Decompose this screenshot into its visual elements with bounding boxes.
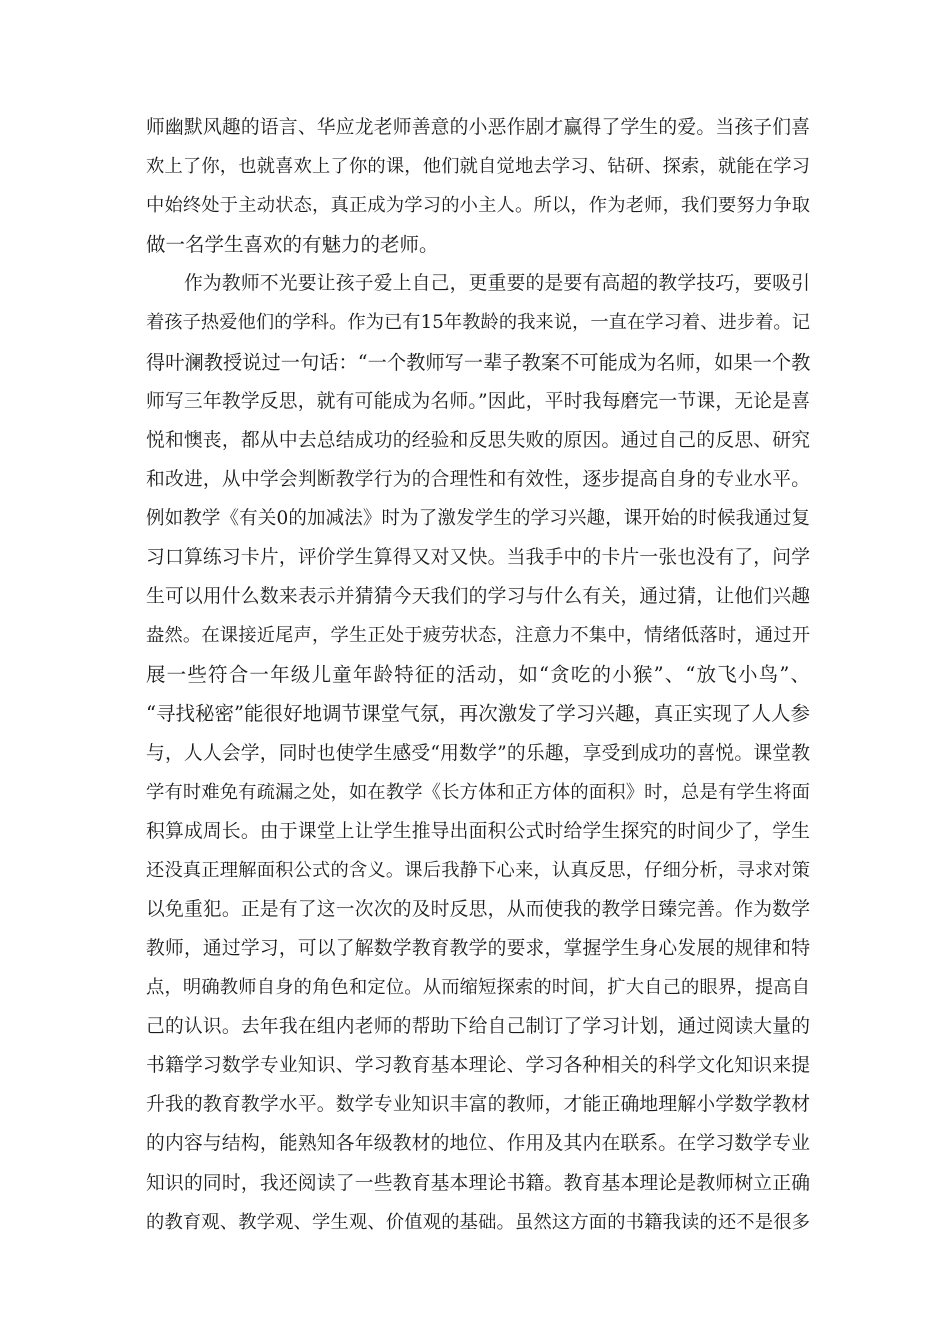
text-line: 升我的教育教学水平。数学专业知识丰富的教师，才能正确地理解小学数学教材 [146,1094,810,1116]
text-line: 习口算练习卡片，评价学生算得又对又快。当我手中的卡片一张也没有了，问学 [146,547,810,569]
text-line: 与，人人会学，同时也使学生感受“用数学”的乐趣，享受到成功的喜悦。课堂教 [146,742,810,764]
text-line: 作为教师不光要让孩子爱上自己，更重要的是要有高超的教学技巧，要吸引 [146,273,810,295]
text-line: 教师，通过学习，可以了解数学教育教学的要求，掌握学生身心发展的规律和特 [146,937,810,959]
text-line: 展一些符合一年级儿童年龄特征的活动，如“贪吃的小猴”、“放飞小鸟”、 [146,663,810,687]
text-line: 以免重犯。正是有了这一次次的及时反思，从而使我的教学日臻完善。作为数学 [146,898,810,920]
text-line: 书籍学习数学专业知识、学习教育基本理论、学习各种相关的科学文化知识来提 [146,1055,810,1077]
text-line: 的教育观、教学观、学生观、价值观的基础。虽然这方面的书籍我读的还不是很多 [146,1211,810,1233]
text-line: 点，明确教师自身的角色和定位。从而缩短探索的时间，扩大自己的眼界，提高自 [146,977,810,999]
text-line: 积算成周长。由于课堂上让学生推导出面积公式时给学生探究的时间少了，学生 [146,820,810,842]
text-line: 师写三年教学反思，就有可能成为名师。”因此，平时我每磨完一节课，无论是喜 [146,390,810,412]
text-line: 和改进，从中学会判断教学行为的合理性和有效性，逐步提高自身的专业水平。 [146,468,810,490]
text-line: 还没真正理解面积公式的含义。课后我静下心来，认真反思，仔细分析，寻求对策 [146,859,810,881]
text-line: 例如教学《有关0的加减法》时为了激发学生的学习兴趣，课开始的时候我通过复 [146,507,810,529]
text-line: 的内容与结构，能熟知各年级教材的地位、作用及其内在联系。在学习数学专业 [146,1133,810,1155]
body-text [146,108,810,1242]
text-line: 学有时难免有疏漏之处，如在教学《长方体和正方体的面积》时，总是有学生将面 [146,781,810,803]
text-line: 做一名学生喜欢的有魅力的老师。 [146,233,439,257]
text-line: 己的认识。去年我在组内老师的帮助下给自己制订了学习计划，通过阅读大量的 [146,1016,810,1038]
text-line: 欢上了你，也就喜欢上了你的课，他们就自觉地去学习、钻研、探索，就能在学习 [146,156,810,178]
text-line: 师幽默风趣的语言、华应龙老师善意的小恶作剧才赢得了学生的爱。当孩子们喜 [146,117,810,138]
text-line: 悦和懊丧，都从中去总结成功的经验和反思失败的原因。通过自己的反思、研究 [146,429,810,451]
text-line: “寻找秘密”能很好地调节课堂气氛，再次激发了学习兴趣，真正实现了人人参 [146,702,810,726]
text-line: 着孩子热爱他们的学科。作为已有15年教龄的我来说，一直在学习着、进步着。记 [146,312,810,334]
text-line: 盎然。在课接近尾声，学生正处于疲劳状态，注意力不集中，情绪低落时，通过开 [146,625,810,647]
text-line: 知识的同时，我还阅读了一些教育基本理论书籍。教育基本理论是教师树立正确 [146,1172,810,1194]
text-line: 生可以用什么数来表示并猜猜今天我们的学习与什么有关，通过猜，让他们兴趣 [146,586,810,608]
text-line: 得叶澜教授说过一句话：“一个教师写一辈子教案不可能成为名师，如果一个教 [146,350,811,374]
text-line: 中始终处于主动状态，真正成为学习的小主人。所以，作为老师，我们要努力争取 [146,195,810,217]
